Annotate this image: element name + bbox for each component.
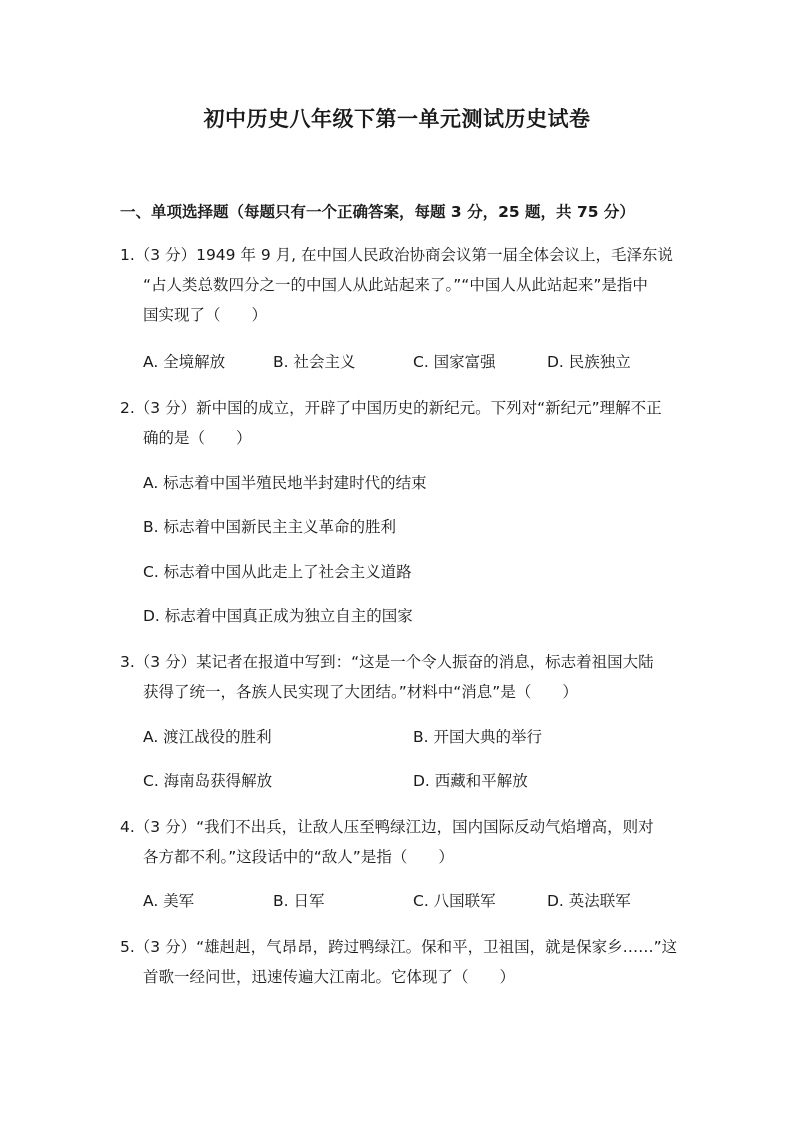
- question-4-option-d[interactable]: D. 英法联军: [547, 892, 631, 910]
- question-1-option-b[interactable]: B. 社会主义: [273, 353, 356, 371]
- question-4-line-1: 4.（3 分）“我们不出兵，让敌人压至鸭绿江边，国内国际反动气焰增高，则对: [120, 818, 654, 836]
- question-5: [120, 932, 680, 992]
- question-2: [120, 393, 680, 453]
- question-5-line-1: 5.（3 分）“雄赳赳，气昂昂，跨过鸭绿江。保和平，卫祖国，就是保家乡……”这: [120, 938, 678, 956]
- question-3: [120, 647, 680, 707]
- question-1-option-d[interactable]: D. 民族独立: [547, 353, 631, 371]
- section-header: 一、单项选择题（每题只有一个正确答案，每题 3 分，25 题，共 75 分）: [120, 203, 635, 221]
- question-4-option-c[interactable]: C. 八国联军: [413, 892, 496, 910]
- page-title: 初中历史八年级下第一单元测试历史试卷: [203, 106, 591, 131]
- question-1-option-a[interactable]: A. 全境解放: [143, 353, 226, 371]
- question-1-option-c[interactable]: C. 国家富强: [413, 353, 496, 371]
- question-1-line-1: 1.（3 分）1949 年 9 月, 在中国人民政治协商会议第一届全体会议上，毛泽东说: [120, 246, 674, 264]
- question-2-option-b[interactable]: B. 标志着中国新民主主义革命的胜利: [143, 518, 396, 536]
- question-3-line-2: 获得了统一，各族人民实现了大团结。”材料中“消息”是（ ）: [143, 683, 578, 701]
- question-3-option-b[interactable]: B. 开国大典的举行: [413, 728, 542, 746]
- question-1: [120, 240, 680, 330]
- question-2-option-a[interactable]: A. 标志着中国半殖民地半封建时代的结束: [143, 474, 427, 492]
- question-3-line-1: 3.（3 分）某记者在报道中写到：“这是一个令人振奋的消息，标志着祖国大陆: [120, 653, 654, 671]
- question-2-option-d[interactable]: D. 标志着中国真正成为独立自主的国家: [143, 607, 413, 625]
- question-4: [120, 812, 680, 872]
- question-1-line-2: “占人类总数四分之一的中国人从此站起来了。”“中国人从此站起来”是指中: [143, 276, 648, 294]
- question-2-line-2: 确的是（ ）: [143, 429, 252, 447]
- question-3-option-d[interactable]: D. 西藏和平解放: [413, 772, 528, 790]
- question-1-line-3: 国实现了（ ）: [143, 306, 268, 324]
- question-4-option-b[interactable]: B. 日军: [273, 892, 325, 910]
- question-4-line-2: 各方都不利。”这段话中的“敌人”是指（ ）: [143, 848, 454, 866]
- question-2-option-c[interactable]: C. 标志着中国从此走上了社会主义道路: [143, 563, 412, 581]
- question-3-option-c[interactable]: C. 海南岛获得解放: [143, 772, 273, 790]
- question-2-line-1: 2.（3 分）新中国的成立，开辟了中国历史的新纪元。下列对“新纪元”理解不正: [120, 399, 662, 417]
- question-5-line-2: 首歌一经问世，迅速传遍大江南北。它体现了（ ）: [143, 968, 516, 986]
- question-3-option-a[interactable]: A. 渡江战役的胜利: [143, 728, 272, 746]
- question-4-option-a[interactable]: A. 美军: [143, 892, 195, 910]
